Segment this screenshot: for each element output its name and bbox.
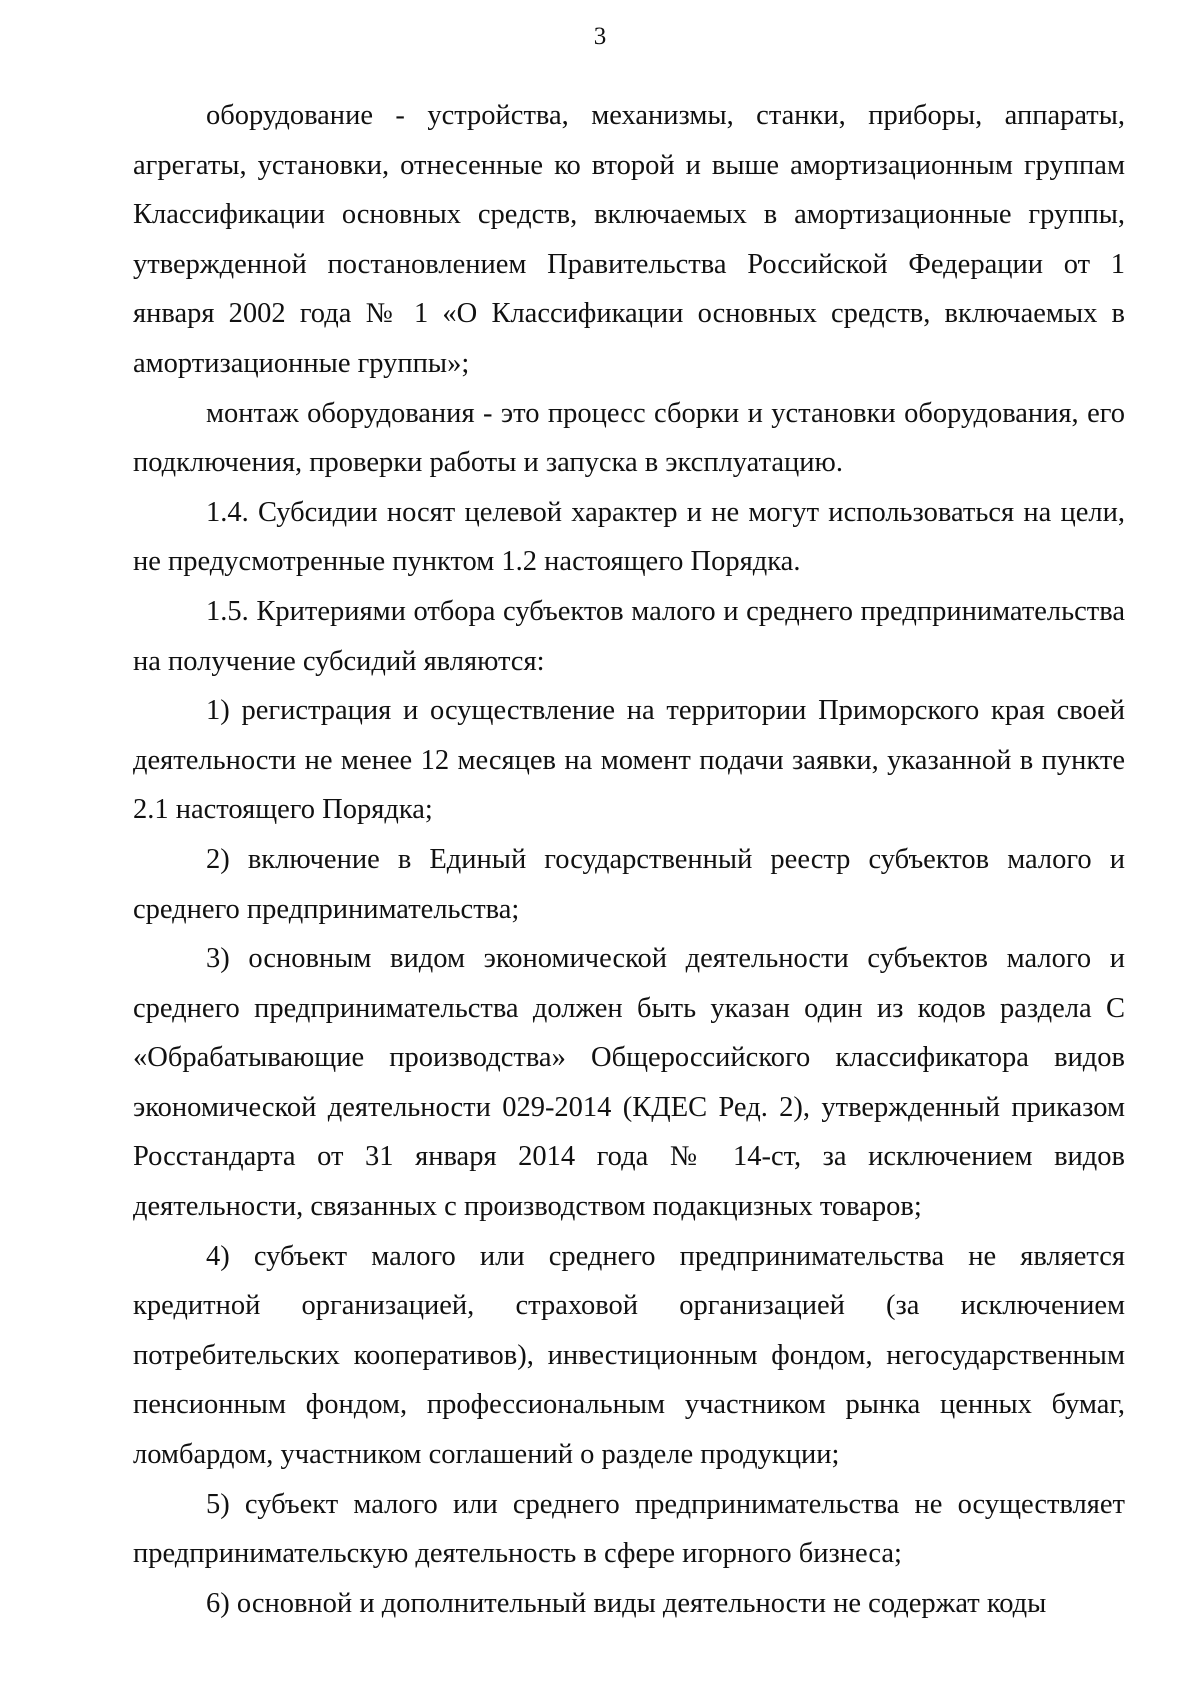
list-item-criterion-3: 3) основным видом экономической деятельности субъектов малого и среднего предпринимательства должен быть указан один из кодов раздела С «Обрабатывающие производства» Общероссийского классификатора видов экономической деятельности 029-2014 (КДЕС Ред. 2), утвержденный приказом Росстандарта от 31 января 2014 года № 14-ст, за исключением видов деятельности, связанных с производством подакцизных товаров; — [133, 943, 1125, 1223]
list-item-criterion-6: 6) основной и дополнительный виды деятельности не содержат коды — [206, 1587, 1047, 1619]
paragraph-installation-definition: монтаж оборудования - это процесс сборки и установки оборудования, его подключения, проверки работы и запуска в эксплуатацию. — [133, 397, 1125, 479]
paragraph-clause-1-5: 1.5. Критериями отбора субъектов малого и среднего предпринимательства на получение субсидий являются: — [133, 595, 1125, 677]
list-item-criterion-4: 4) субъект малого или среднего предпринимательства не является кредитной организацией, страховой организацией (за исключением потребительских кооперативов), инвестиционным фондом, негосударственным пенсионным фондом, профессиональным участником рынка ценных бумаг, ломбардом, участником соглашений о разделе продукции; — [133, 1240, 1125, 1471]
paragraph-clause-1-4: 1.4. Субсидии носят целевой характер и не могут использоваться на цели, не предусмотренные пунктом 1.2 настоящего Порядка. — [133, 496, 1125, 578]
list-item-criterion-5: 5) субъект малого или среднего предпринимательства не осуществляет предпринимательскую деятельность в сфере игорного бизнеса; — [133, 1488, 1125, 1570]
list-item-criterion-1: 1) регистрация и осуществление на территории Приморского края своей деятельности не менее 12 месяцев на момент подачи заявки, указанной в пункте 2.1 настоящего Порядка; — [133, 695, 1125, 826]
page-number: 3 — [593, 23, 607, 50]
list-item-criterion-2: 2) включение в Единый государственный реестр субъектов малого и среднего предпринимательства; — [133, 843, 1125, 925]
document-body — [133, 91, 1125, 1628]
paragraph-equipment-definition: оборудование - устройства, механизмы, станки, приборы, аппараты, агрегаты, установки, отнесенные ко второй и выше амортизационным группам Классификации основных средств, включаемых в амортизационные группы, утвержденной постановлением Правительства Российской Федерации от 1 января 2002 года № 1 «О Классификации основных средств, включаемых в амортизационные группы»; — [133, 100, 1125, 379]
